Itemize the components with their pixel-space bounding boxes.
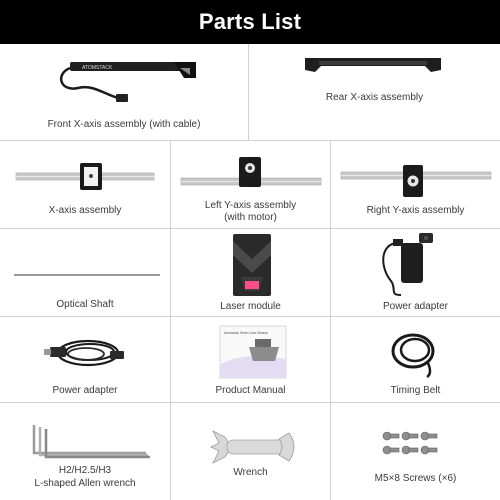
part-usb-cable bbox=[0, 317, 170, 402]
part-label: Power adapter bbox=[382, 301, 449, 312]
part-label: Optical Shaft bbox=[56, 299, 114, 310]
part-rear-x-axis-assembly bbox=[249, 44, 500, 140]
header-banner bbox=[0, 0, 500, 44]
part-product-manual bbox=[171, 317, 330, 402]
svg-text:ATOMSTACK: ATOMSTACK bbox=[82, 65, 113, 71]
part-label: M5×8 Screws (×6) bbox=[374, 473, 457, 484]
part-front-x-axis-assembly bbox=[0, 44, 248, 140]
part-label: Timing Belt bbox=[390, 385, 441, 396]
part-laser-module bbox=[171, 229, 330, 316]
svg-text:Atomstack Series User Manual: Atomstack Series User Manual bbox=[224, 331, 268, 335]
part-wrench bbox=[171, 403, 330, 500]
part-power-adapter bbox=[331, 229, 500, 316]
part-label: Laser module bbox=[220, 301, 281, 312]
part-left-y-axis-assembly bbox=[171, 141, 330, 228]
part-label: Product Manual bbox=[215, 385, 286, 396]
part-label: H2/H2.5/H3 bbox=[58, 465, 112, 476]
part-right-y-axis-assembly bbox=[331, 141, 500, 228]
part-label: X-axis assembly bbox=[48, 205, 122, 216]
wrench-image bbox=[171, 403, 330, 500]
part-optical-shaft bbox=[0, 229, 170, 316]
part-label-line2: (with motor) bbox=[224, 212, 277, 223]
part-label: Power adapter bbox=[52, 385, 118, 396]
screws-image bbox=[331, 403, 500, 500]
part-label-line2: L-shaped Allen wrench bbox=[34, 478, 136, 489]
part-x-axis-assembly bbox=[0, 141, 170, 228]
part-label: Right Y-axis assembly bbox=[366, 205, 465, 216]
part-label: Front X-axis assembly (with cable) bbox=[47, 119, 201, 130]
part-allen-wrench bbox=[0, 403, 170, 500]
part-label: Wrench bbox=[233, 467, 268, 478]
part-screws bbox=[331, 403, 500, 500]
part-timing-belt bbox=[331, 317, 500, 402]
part-label: Left Y-axis assembly bbox=[204, 200, 297, 211]
part-label: Rear X-axis assembly bbox=[325, 92, 424, 103]
page-title: Parts List bbox=[198, 9, 302, 34]
